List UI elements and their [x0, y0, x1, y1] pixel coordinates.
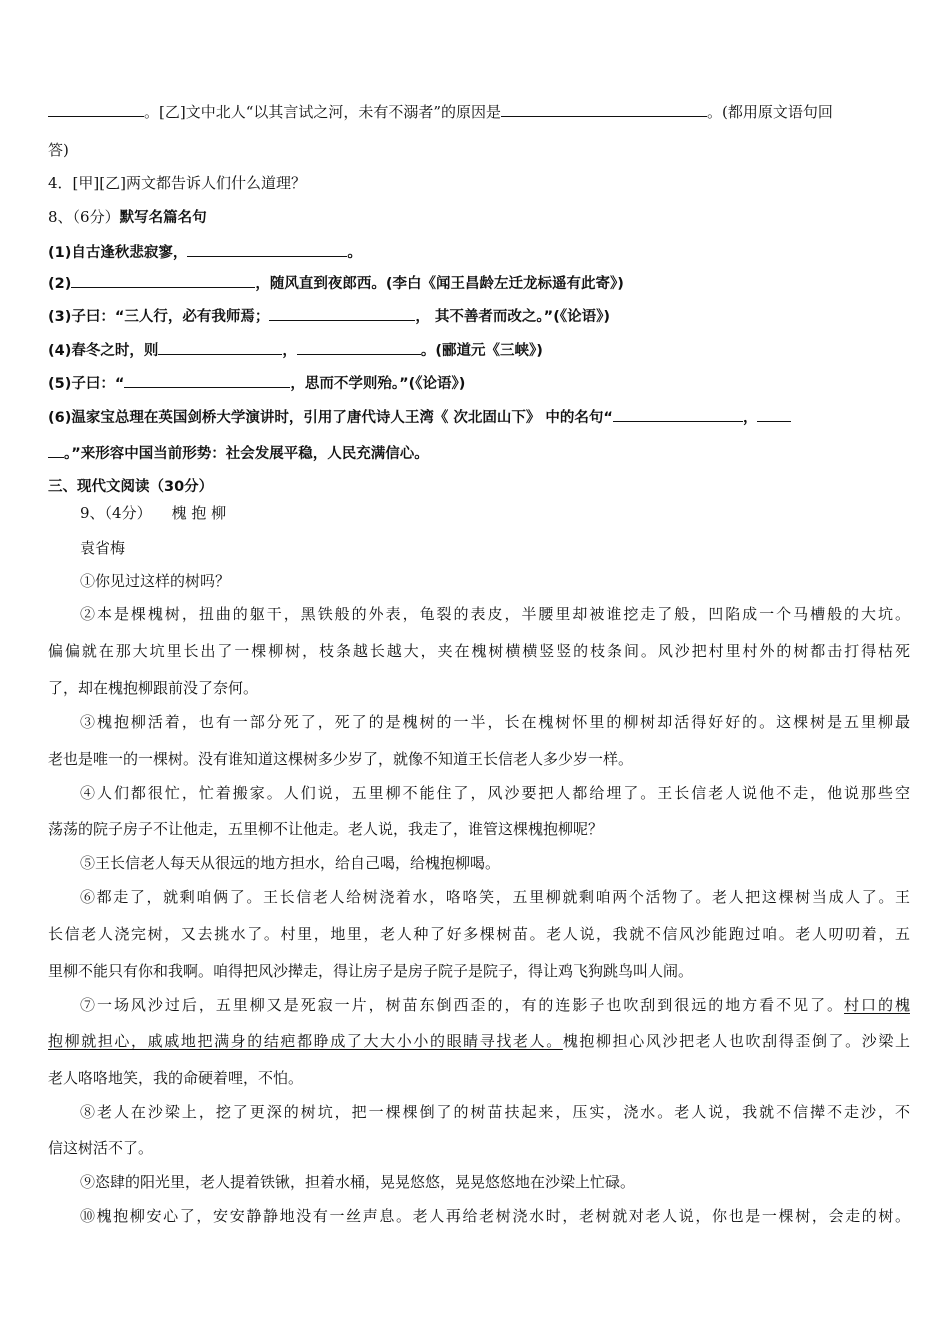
paragraph-9: ⑨恣肆的阳光里，老人提着铁锹，担着水桶，晃晃悠悠，晃晃悠悠地在沙梁上忙碌。 [80, 1173, 636, 1191]
q3-text-end: 。(都用原文语句回 [707, 103, 833, 121]
answer-blank[interactable] [501, 102, 707, 117]
paragraph-3-line-1: ③槐抱柳活着，也有一部分死了，死了的是槐树的一半，长在槐树怀里的柳树却活得好好的。这棵树是五里柳最 [80, 713, 910, 731]
answer-blank[interactable] [48, 443, 64, 458]
paragraph-6-line-1: ⑥都走了，就剩咱俩了。王长信老人给树浇着水，咯咯笑，五里柳就剩咱两个活物了。老人把这棵树当成人了。王 [80, 888, 910, 906]
underlined-sentence: 抱柳就担心，戚戚地把满身的结疤都睁成了大大小小的眼睛寻找老人。 [48, 1032, 563, 1050]
paragraph-1: ①你见过这样的树吗？ [80, 572, 231, 590]
paragraph-2-line-2: 偏偏就在那大坑里长出了一棵柳树，枝条越长越大，夹在槐树横横竖竖的枝条间。风沙把村里村外的树都击打得枯死 [48, 642, 910, 660]
answer-blank[interactable] [269, 306, 415, 321]
s8-item-4: (4)春冬之时，则 ， 。(郦道元《三峡》) [48, 340, 910, 361]
s8-item-1: (1)自古逢秋悲寂寥， 。 [48, 242, 910, 263]
paragraph-6-line-2: 长信老人浇完树，又去挑水了。村里，地里，老人种了好多棵树苗。老人说，我就不信风沙能跑过咱。老人叨叨着，五 [48, 925, 910, 943]
underlined-sentence: 村口的槐 [844, 996, 910, 1014]
s8-number: 8、（6分） [48, 208, 120, 226]
paragraph-8-line-2: 信这树活不了。 [48, 1139, 154, 1157]
paragraph-7-line-3: 老人咯咯地笑，我的命硬着哩，不怕。 [48, 1069, 304, 1087]
q3-wrap-line: 答) [48, 141, 69, 159]
q9-header [80, 503, 942, 523]
s8-item-5: (5)子曰：“ ，思而不学则殆。”(《论语》) [48, 373, 910, 394]
paragraph-2-line-1: ②本是棵槐树，扭曲的躯干，黑铁般的外表，龟裂的表皮，半腰里却被谁挖走了般，凹陷成一个马槽般的大坑。 [80, 605, 910, 623]
q3-text: 。[乙]文中北人“以其言试之河，未有不溺者”的原因是 [144, 103, 502, 121]
q4-question: 4．[甲][乙]两文都告诉人们什么道理？ [48, 174, 306, 192]
paragraph-8-line-1: ⑧老人在沙梁上，挖了更深的树坑，把一棵棵倒了的树苗扶起来，压实，浇水。老人说，我就不信撵不走沙，不 [80, 1103, 910, 1121]
s8-item-6-wrap: 。”来形容中国当前形势：社会发展平稳，人民充满信心。 [48, 443, 910, 464]
answer-blank[interactable] [71, 273, 255, 288]
answer-blank[interactable] [124, 373, 290, 388]
paragraph-10: ⑩槐抱柳安心了，安安静静地没有一丝声息。老人再给老树浇水时，老树就对老人说，你也是一棵树，会走的树。 [80, 1207, 910, 1225]
answer-blank[interactable] [297, 340, 421, 355]
paragraph-6-line-3: 里柳不能只有你和我啊。咱得把风沙撵走，得让房子是房子院子是院子，得让鸡飞狗跳鸟叫人闹。 [48, 962, 694, 980]
answer-blank[interactable] [158, 340, 282, 355]
s8-title: 默写名篇名句 [119, 210, 207, 226]
q3-continuation-line [48, 102, 910, 122]
paragraph-7-line-2: 抱柳就担心，戚戚地把满身的结疤都睁成了大大小小的眼睛寻找老人。槐抱柳担心风沙把老人也吹刮得歪倒了。沙梁上 [48, 1032, 910, 1050]
paragraph-2-line-3: 了，却在槐抱柳跟前没了奈何。 [48, 679, 259, 697]
section3-heading: 三、现代文阅读（30分） [48, 479, 214, 495]
paragraph-4-line-2: 荡荡的院子房子不让他走，五里柳不让他走。老人说，我走了，谁管这棵槐抱柳呢？ [48, 820, 604, 838]
s8-item-3: (3)子曰：“三人行，必有我师焉； ， 其不善者而改之。”(《论语》) [48, 306, 910, 327]
answer-blank[interactable] [187, 242, 347, 257]
paragraph-5: ⑤王长信老人每天从很远的地方担水，给自己喝，给槐抱柳喝。 [80, 854, 501, 872]
q9-label: 9、（4分） [80, 504, 152, 522]
paragraph-3-line-2: 老也是唯一的一棵树。没有谁知道这棵树多少岁了，就像不知道王长信老人多少岁一样。 [48, 750, 634, 768]
answer-blank[interactable] [48, 102, 144, 117]
article-title: 槐 抱 柳 [171, 504, 227, 522]
paragraph-7-line-1: ⑦一场风沙过后，五里柳又是死寂一片，树苗东倒西歪的，有的连影子也吹刮到很远的地方看不见了。村口的槐 [80, 996, 910, 1014]
paragraph-4-line-1: ④人们都很忙，忙着搬家。人们说，五里柳不能住了，风沙要把人都给埋了。王长信老人说他不走，他说那些空 [80, 784, 910, 802]
s8-heading [48, 207, 910, 228]
answer-blank[interactable] [757, 407, 791, 422]
s8-item-2: (2) ，随风直到夜郎西。(李白《闻王昌龄左迁龙标遥有此寄》) [48, 273, 910, 294]
answer-blank[interactable] [613, 407, 743, 422]
article-author: 袁省梅 [80, 539, 126, 557]
s8-item-6: (6)温家宝总理在英国剑桥大学演讲时，引用了唐代诗人王湾《 次北固山下》 中的名句“ ， [48, 407, 910, 428]
